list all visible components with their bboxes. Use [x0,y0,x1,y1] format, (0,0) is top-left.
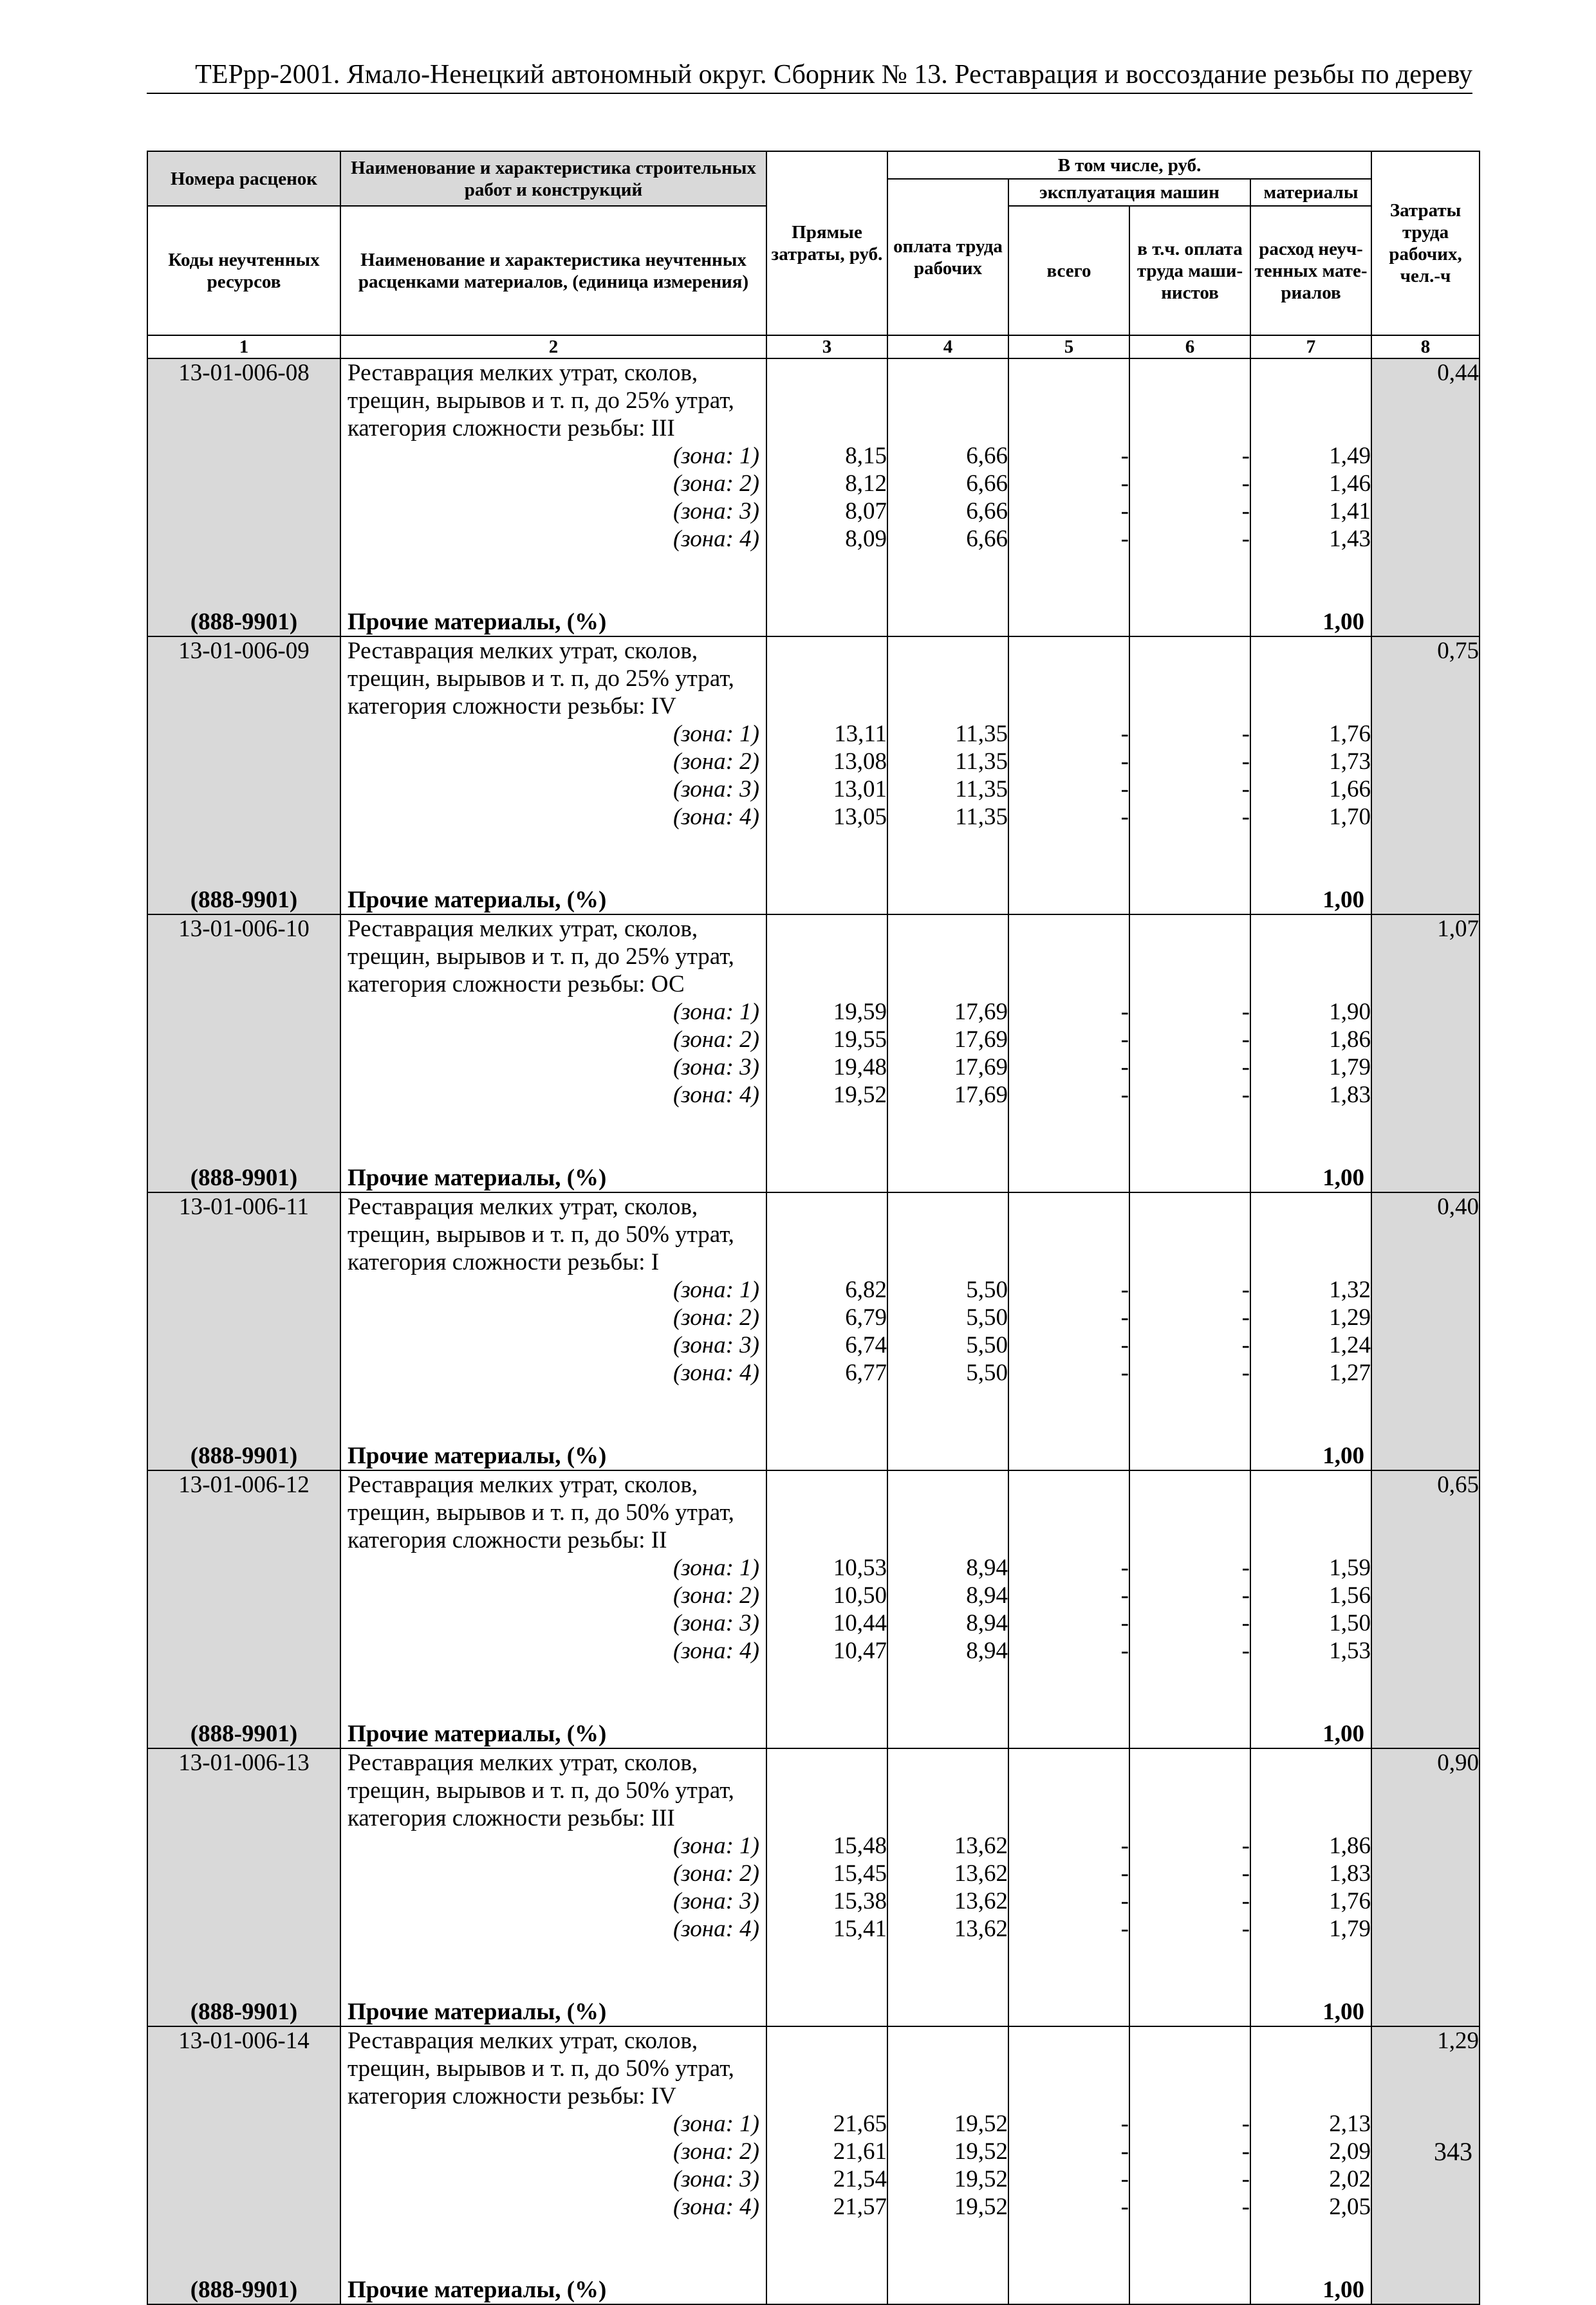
description-cell [340,914,766,1192]
direct-cost: 8,09 [845,526,887,552]
labor-pay: 5,50 [966,1277,1008,1303]
direct-cost: 15,45 [833,1860,887,1887]
materials-value: 1,41 [1329,498,1371,524]
materials-value: 1,53 [1329,1638,1371,1664]
materials-value: 1,24 [1329,1332,1371,1358]
machines-value: - [1120,1555,1129,1581]
direct-cost: 8,15 [845,443,887,469]
col-materials: материалы [1250,179,1371,206]
zone-label: (зона: 4) [673,2194,759,2220]
rate-code-cell [147,636,340,914]
materials-value: 1,83 [1329,1082,1371,1108]
zone-label: (зона: 2) [673,1860,759,1887]
direct-cost: 21,54 [833,2166,887,2192]
direct-costs-cell [766,1748,887,2026]
description-cell [340,1470,766,1748]
labor-pay-cell [887,1192,1008,1470]
rate-code: 13-01-006-14 [178,2028,310,2054]
zone-label: (зона: 2) [673,2138,759,2165]
machines-value: - [1120,748,1129,775]
operators-value: - [1241,1610,1250,1636]
machines-cell [1008,358,1129,636]
col-number: 2 [340,335,766,358]
labor-hours: 0,40 [1437,1194,1480,1220]
labor-pay: 19,52 [954,2138,1008,2165]
machines-value: - [1120,1054,1129,1080]
zone-label: (зона: 2) [673,1304,759,1331]
page-number: 343 [1434,2137,1472,2166]
col-including: В том числе, руб. [887,151,1371,179]
machines-cell [1008,914,1129,1192]
zone-label: (зона: 1) [673,721,759,747]
operators-value: - [1241,776,1250,802]
labor-hours: 0,75 [1437,638,1480,664]
labor-hours: 1,07 [1437,916,1480,942]
machines-value: - [1120,1833,1129,1859]
operators-value: - [1241,443,1250,469]
machines-value: - [1120,1916,1129,1942]
operators-value: - [1241,1582,1250,1609]
materials-value: 1,59 [1329,1555,1371,1581]
col-number: 4 [887,335,1008,358]
operators-value: - [1241,1916,1250,1942]
direct-cost: 19,59 [833,999,887,1025]
labor-hours: 0,44 [1437,360,1480,386]
direct-costs-cell [766,636,887,914]
resource-code: (888-9901) [190,609,298,635]
col-number: 3 [766,335,887,358]
direct-cost: 13,08 [833,748,887,775]
operators-value: - [1241,498,1250,524]
rate-code-cell [147,2026,340,2304]
operators-cell [1129,1192,1250,1470]
machines-value: - [1120,1638,1129,1664]
operators-cell [1129,2026,1250,2304]
machines-value: - [1120,1082,1129,1108]
col-number: 6 [1129,335,1250,358]
zone-label: (зона: 4) [673,526,759,552]
machines-value: - [1120,1026,1129,1053]
description-cell [340,1192,766,1470]
rate-description: Реставрация мелких утрат, сколов, трещин, вырывов и т. п, до 25% утрат, категория сложности резьбы: ОС [348,916,734,997]
resource-name: Прочие материалы, (%) [348,1721,607,1747]
col-unaccounted-materials: расход неуч-тенных мате-риалов [1250,206,1371,335]
page-header: ТЕРрр-2001. Ямало-Ненецкий автономный округ. Сборник № 13. Реставрация и воссоздание резьбы по дереву [147,57,1472,94]
direct-costs-cell [766,1192,887,1470]
operators-value: - [1241,1026,1250,1053]
machines-value: - [1120,1582,1129,1609]
operators-cell [1129,1748,1250,2026]
direct-cost: 19,48 [833,1054,887,1080]
direct-cost: 15,48 [833,1833,887,1859]
machines-value: - [1120,498,1129,524]
labor-pay: 17,69 [954,1082,1008,1108]
labor-hours: 0,65 [1437,1472,1480,1498]
labor-pay: 5,50 [966,1332,1008,1358]
direct-cost: 10,53 [833,1555,887,1581]
col-rate-numbers: Номера расценок [147,151,340,206]
materials-cell [1250,2026,1371,2304]
resource-code: (888-9901) [190,1721,298,1747]
operators-value: - [1241,1555,1250,1581]
labor-hours-cell [1371,1470,1480,1748]
materials-value: 2,05 [1329,2194,1371,2220]
col-number: 7 [1250,335,1371,358]
rates-table [147,151,1480,2305]
materials-value: 1,76 [1329,1888,1371,1914]
resource-name: Прочие материалы, (%) [348,1999,607,2025]
materials-cell [1250,1192,1371,1470]
zone-label: (зона: 1) [673,999,759,1025]
resource-code: (888-9901) [190,1165,298,1191]
operators-value: - [1241,1860,1250,1887]
materials-value: 1,86 [1329,1833,1371,1859]
machines-value: - [1120,2166,1129,2192]
col-labor-hours: Затраты труда рабочих, чел.-ч [1371,151,1480,335]
direct-cost: 13,05 [833,804,887,830]
zone-label: (зона: 4) [673,1916,759,1942]
labor-pay: 6,66 [966,443,1008,469]
rate-code-cell [147,1192,340,1470]
zone-label: (зона: 4) [673,1082,759,1108]
materials-cell [1250,358,1371,636]
direct-cost: 15,38 [833,1888,887,1914]
machines-value: - [1120,1610,1129,1636]
rate-block [147,2026,1480,2304]
rate-code-cell [147,1748,340,2026]
direct-cost: 13,01 [833,776,887,802]
rate-block [147,636,1480,914]
machines-value: - [1120,2138,1129,2165]
col-machine-operation: эксплуатация машин [1008,179,1250,206]
direct-cost: 13,11 [834,721,887,747]
zone-label: (зона: 1) [673,443,759,469]
direct-cost: 6,82 [845,1277,887,1303]
resource-value: 1,00 [1322,1165,1365,1191]
zone-label: (зона: 3) [673,1888,759,1914]
machines-value: - [1120,804,1129,830]
machines-cell [1008,1470,1129,1748]
materials-value: 1,86 [1329,1026,1371,1053]
labor-pay-cell [887,1470,1008,1748]
description-cell [340,636,766,914]
operators-value: - [1241,1054,1250,1080]
materials-value: 1,66 [1329,776,1371,802]
col-operator-pay: в т.ч. оплата труда маши-нистов [1129,206,1250,335]
labor-pay: 13,62 [954,1860,1008,1887]
labor-pay: 13,62 [954,1916,1008,1942]
operators-cell [1129,1470,1250,1748]
rate-block [147,1470,1480,1748]
col-number: 5 [1008,335,1129,358]
col-number: 8 [1371,335,1480,358]
materials-value: 2,13 [1329,2111,1371,2137]
operators-value: - [1241,470,1250,497]
direct-cost: 15,41 [833,1916,887,1942]
machines-value: - [1120,1332,1129,1358]
labor-pay: 19,52 [954,2194,1008,2220]
labor-pay: 5,50 [966,1304,1008,1331]
direct-cost: 10,50 [833,1582,887,1609]
rate-block [147,1748,1480,2026]
direct-cost: 8,07 [845,498,887,524]
zone-label: (зона: 3) [673,2166,759,2192]
labor-pay: 6,66 [966,470,1008,497]
col-number: 1 [147,335,340,358]
zone-label: (зона: 3) [673,1054,759,1080]
table-header [147,151,1480,358]
machines-cell [1008,1192,1129,1470]
labor-pay: 5,50 [966,1360,1008,1386]
zone-label: (зона: 2) [673,1026,759,1053]
machines-value: - [1120,1277,1129,1303]
zone-label: (зона: 3) [673,776,759,802]
machines-value: - [1120,776,1129,802]
rate-code-cell [147,1470,340,1748]
col-machines-total: всего [1008,206,1129,335]
machines-value: - [1120,1360,1129,1386]
materials-value: 1,29 [1329,1304,1371,1331]
zone-label: (зона: 3) [673,498,759,524]
materials-value: 1,50 [1329,1610,1371,1636]
direct-cost: 21,61 [833,2138,887,2165]
materials-value: 1,76 [1329,721,1371,747]
materials-value: 1,73 [1329,748,1371,775]
labor-pay-cell [887,914,1008,1192]
zone-label: (зона: 3) [673,1332,759,1358]
machines-cell [1008,636,1129,914]
rate-description: Реставрация мелких утрат, сколов, трещин, вырывов и т. п, до 25% утрат, категория сложности резьбы: IV [348,638,734,719]
direct-cost: 6,77 [845,1360,887,1386]
materials-value: 1,79 [1329,1054,1371,1080]
machines-value: - [1120,2194,1129,2220]
direct-cost: 8,12 [845,470,887,497]
operators-cell [1129,914,1250,1192]
rate-code-cell [147,358,340,636]
zone-label: (зона: 3) [673,1610,759,1636]
description-cell [340,1748,766,2026]
materials-value: 1,70 [1329,804,1371,830]
zone-label: (зона: 1) [673,1833,759,1859]
machines-value: - [1120,2111,1129,2137]
zone-label: (зона: 2) [673,748,759,775]
labor-hours-cell [1371,1748,1480,2026]
operators-value: - [1241,1082,1250,1108]
rate-description: Реставрация мелких утрат, сколов, трещин, вырывов и т. п, до 50% утрат, категория сложности резьбы: III [348,1750,734,1831]
operators-value: - [1241,1360,1250,1386]
machines-cell [1008,1748,1129,2026]
operators-value: - [1241,2111,1250,2137]
labor-pay-cell [887,1748,1008,2026]
operators-value: - [1241,2194,1250,2220]
operators-value: - [1241,999,1250,1025]
labor-pay: 19,52 [954,2166,1008,2192]
operators-value: - [1241,2166,1250,2192]
direct-cost: 6,74 [845,1332,887,1358]
materials-value: 1,79 [1329,1916,1371,1942]
materials-value: 2,02 [1329,2166,1371,2192]
zone-label: (зона: 4) [673,1360,759,1386]
labor-hours-cell [1371,358,1480,636]
materials-value: 1,49 [1329,443,1371,469]
rate-block [147,1192,1480,1470]
description-cell [340,2026,766,2304]
operators-value: - [1241,721,1250,747]
materials-cell [1250,1470,1371,1748]
labor-hours-cell [1371,914,1480,1192]
labor-pay: 8,94 [966,1638,1008,1664]
direct-cost: 10,44 [833,1610,887,1636]
machines-cell [1008,2026,1129,2304]
resource-name: Прочие материалы, (%) [348,2277,607,2303]
operators-cell [1129,636,1250,914]
zone-label: (зона: 2) [673,470,759,497]
operators-value: - [1241,1332,1250,1358]
rate-code: 13-01-006-10 [178,916,310,942]
labor-pay: 17,69 [954,999,1008,1025]
labor-pay: 8,94 [966,1610,1008,1636]
labor-pay: 11,35 [955,776,1008,802]
resource-value: 1,00 [1322,1443,1365,1469]
zone-label: (зона: 4) [673,804,759,830]
labor-pay: 6,66 [966,498,1008,524]
resource-code: (888-9901) [190,1443,298,1469]
rate-code: 13-01-006-11 [178,1194,310,1220]
direct-costs-cell [766,914,887,1192]
labor-pay: 11,35 [955,721,1008,747]
resource-value: 1,00 [1322,887,1365,913]
labor-pay: 13,62 [954,1833,1008,1859]
machines-value: - [1120,1304,1129,1331]
labor-hours-cell [1371,636,1480,914]
materials-value: 1,56 [1329,1582,1371,1609]
operators-cell [1129,358,1250,636]
col-material-name: Наименование и характеристика неучтенных расценками материалов, (единица измерения) [340,206,766,335]
resource-code: (888-9901) [190,2277,298,2303]
rate-code: 13-01-006-09 [178,638,310,664]
machines-value: - [1120,1888,1129,1914]
resource-name: Прочие материалы, (%) [348,1443,607,1469]
direct-cost: 21,65 [833,2111,887,2137]
operators-value: - [1241,1833,1250,1859]
rate-code: 13-01-006-13 [178,1750,310,1776]
labor-pay-cell [887,358,1008,636]
resource-name: Прочие материалы, (%) [348,609,607,635]
rate-code-cell [147,914,340,1192]
resource-value: 1,00 [1322,1721,1365,1747]
materials-cell [1250,1748,1371,2026]
labor-pay-cell [887,2026,1008,2304]
resource-value: 1,00 [1322,609,1365,635]
direct-costs-cell [766,1470,887,1748]
materials-value: 1,46 [1329,470,1371,497]
labor-pay: 8,94 [966,1555,1008,1581]
rate-description: Реставрация мелких утрат, сколов, трещин, вырывов и т. п, до 25% утрат, категория сложности резьбы: III [348,360,734,441]
materials-cell [1250,636,1371,914]
materials-value: 1,32 [1329,1277,1371,1303]
labor-pay: 11,35 [955,748,1008,775]
resource-code: (888-9901) [190,887,298,913]
direct-costs-cell [766,2026,887,2304]
resource-value: 1,00 [1322,1999,1365,2025]
rate-code: 13-01-006-12 [178,1472,310,1498]
resource-code: (888-9901) [190,1999,298,2025]
materials-value: 1,90 [1329,999,1371,1025]
machines-value: - [1120,1860,1129,1887]
col-resource-codes: Коды неучтенных ресурсов [147,206,340,335]
operators-value: - [1241,1888,1250,1914]
rate-block [147,358,1480,636]
direct-cost: 10,47 [833,1638,887,1664]
resource-name: Прочие материалы, (%) [348,1165,607,1191]
labor-pay: 13,62 [954,1888,1008,1914]
direct-cost: 6,79 [845,1304,887,1331]
direct-cost: 19,55 [833,1026,887,1053]
operators-value: - [1241,1277,1250,1303]
rate-description: Реставрация мелких утрат, сколов, трещин, вырывов и т. п, до 50% утрат, категория сложности резьбы: I [348,1194,734,1275]
zone-label: (зона: 4) [673,1638,759,1664]
rate-code: 13-01-006-08 [178,360,310,386]
materials-value: 1,27 [1329,1360,1371,1386]
operators-value: - [1241,1638,1250,1664]
labor-pay: 11,35 [955,804,1008,830]
materials-cell [1250,914,1371,1192]
labor-pay-cell [887,636,1008,914]
operators-value: - [1241,526,1250,552]
zone-label: (зона: 2) [673,1582,759,1609]
labor-hours-cell [1371,1192,1480,1470]
materials-value: 2,09 [1329,2138,1371,2165]
labor-pay: 17,69 [954,1054,1008,1080]
operators-value: - [1241,748,1250,775]
machines-value: - [1120,526,1129,552]
machines-value: - [1120,999,1129,1025]
materials-value: 1,83 [1329,1860,1371,1887]
machines-value: - [1120,443,1129,469]
operators-value: - [1241,1304,1250,1331]
direct-cost: 19,52 [833,1082,887,1108]
zone-label: (зона: 1) [673,1277,759,1303]
labor-pay: 19,52 [954,2111,1008,2137]
resource-name: Прочие материалы, (%) [348,887,607,913]
labor-hours: 1,29 [1437,2028,1480,2054]
col-work-name: Наименование и характеристика строительных работ и конструкций [340,151,766,206]
labor-pay: 8,94 [966,1582,1008,1609]
materials-value: 1,43 [1329,526,1371,552]
rate-description: Реставрация мелких утрат, сколов, трещин, вырывов и т. п, до 50% утрат, категория сложности резьбы: II [348,1472,734,1553]
col-direct-costs: Прямые затраты, руб. [766,151,887,335]
labor-pay: 6,66 [966,526,1008,552]
direct-cost: 21,57 [833,2194,887,2220]
labor-pay: 17,69 [954,1026,1008,1053]
zone-label: (зона: 1) [673,1555,759,1581]
operators-value: - [1241,2138,1250,2165]
direct-costs-cell [766,358,887,636]
labor-hours: 0,90 [1437,1750,1480,1776]
zone-label: (зона: 1) [673,2111,759,2137]
rate-description: Реставрация мелких утрат, сколов, трещин, вырывов и т. п, до 50% утрат, категория сложности резьбы: IV [348,2028,734,2109]
rate-block [147,914,1480,1192]
resource-value: 1,00 [1322,2277,1365,2303]
col-labor-pay: оплата труда рабочих [887,179,1008,335]
description-cell [340,358,766,636]
machines-value: - [1120,470,1129,497]
operators-value: - [1241,804,1250,830]
machines-value: - [1120,721,1129,747]
